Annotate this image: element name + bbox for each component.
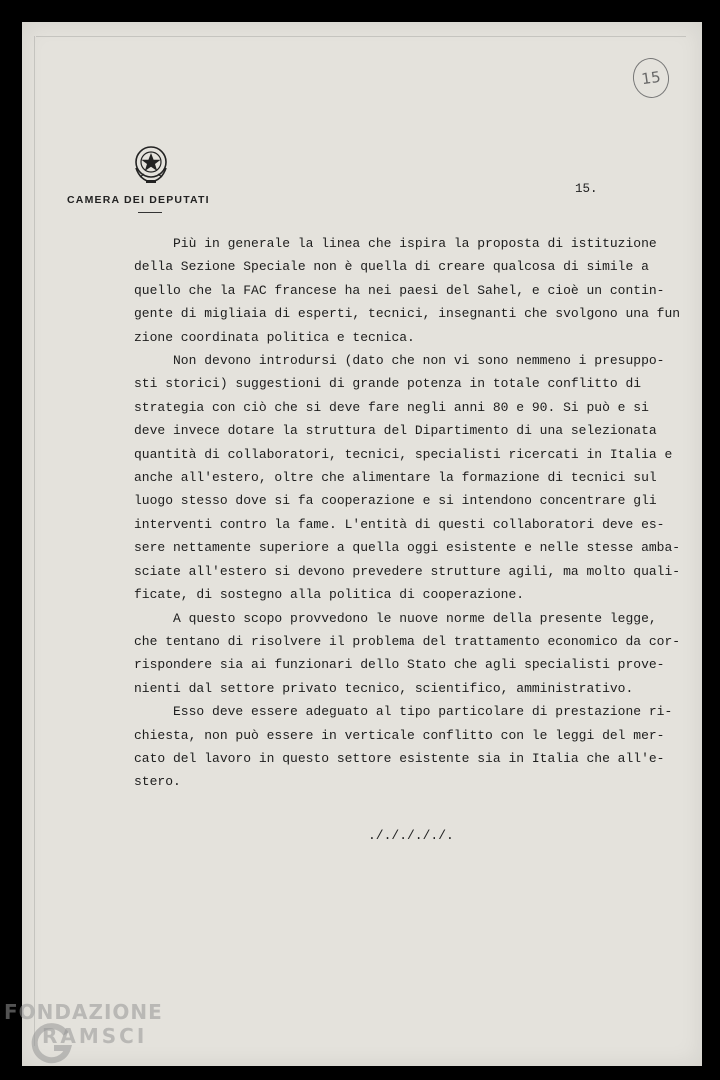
text-line: nienti dal settore privato tecnico, scientifico, amministrativo. (134, 680, 634, 696)
text-line: cato del lavoro in questo settore esistente sia in Italia che all'e- (134, 750, 665, 766)
text-line: anche all'estero, oltre che alimentare la formazione di tecnici sul (134, 470, 657, 486)
text-line: sti storici) suggestioni di grande potenza in totale conflitto di (134, 376, 642, 392)
text-line: A questo scopo provvedono le nuove norme della presente legge, (134, 610, 657, 626)
text-line: strategia con ciò che si deve fare negli anni 80 e 90. Si può e si (134, 399, 649, 415)
page-number: 15. (575, 182, 598, 196)
handwritten-page-number: 15 (630, 56, 671, 101)
text-line: zione coordinata politica e tecnica. (134, 329, 415, 345)
text-line: quello che la FAC francese ha nei paesi del Sahel, e cioè un contin- (134, 282, 665, 298)
text-line: stero. (134, 774, 181, 790)
text-line: che tentano di risolvere il problema del trattamento economico da cor- (134, 633, 681, 649)
text-line: deve invece dotare la struttura del Dipartimento di una selezionata (134, 423, 657, 439)
text-line: Più in generale la linea che ispira la proposta di istituzione (134, 236, 657, 251)
watermark-line-2: RAMSCI (42, 1024, 148, 1048)
gramsci-g-logo-icon (30, 1022, 74, 1066)
text-line: luogo stesso dove si fa cooperazione e si intendono concentrare gli (134, 493, 657, 509)
text-line: Non devono introdursi (dato che non vi sono nemmeno i presuppo- (134, 353, 665, 369)
text-line: della Sezione Speciale non è quella di creare qualcosa di simile a (134, 259, 649, 275)
text-line: gente di migliaia di esperti, tecnici, insegnanti che svolgono una fun (134, 306, 681, 322)
text-line: rispondere sia ai funzionari dello Stato che agli specialisti prove- (134, 657, 665, 673)
text-line: Esso deve essere adeguato al tipo particolare di prestazione ri- (134, 704, 673, 720)
republic-emblem-icon (132, 144, 170, 186)
text-line: sciate all'estero si devono prevedere strutture agili, ma molto quali- (134, 563, 681, 579)
paragraph (134, 607, 680, 701)
watermark-line-1: FONDAZIONE (4, 1000, 163, 1024)
institution-name: CAMERA DEI DEPUTATI (67, 194, 210, 206)
closing-marks: ./././././. (368, 828, 454, 843)
header-divider (138, 212, 162, 213)
paragraph (134, 349, 680, 606)
body-text (134, 232, 680, 794)
text-line: chiesta, non può essere in verticale conflitto con le leggi del mer- (134, 727, 665, 743)
text-line: quantità di collaboratori, tecnici, specialisti ricercati in Italia e (134, 446, 673, 462)
paragraph (134, 232, 680, 349)
text-line: interventi contro la fame. L'entità di questi collaboratori deve es- (134, 516, 665, 532)
fondazione-gramsci-watermark (4, 1000, 163, 1048)
document-page (22, 22, 702, 1066)
text-line: sere nettamente superiore a quella oggi esistente e nelle stesse amba- (134, 540, 681, 556)
text-line: ficate, di sostegno alla politica di cooperazione. (134, 587, 525, 603)
paragraph (134, 700, 680, 794)
